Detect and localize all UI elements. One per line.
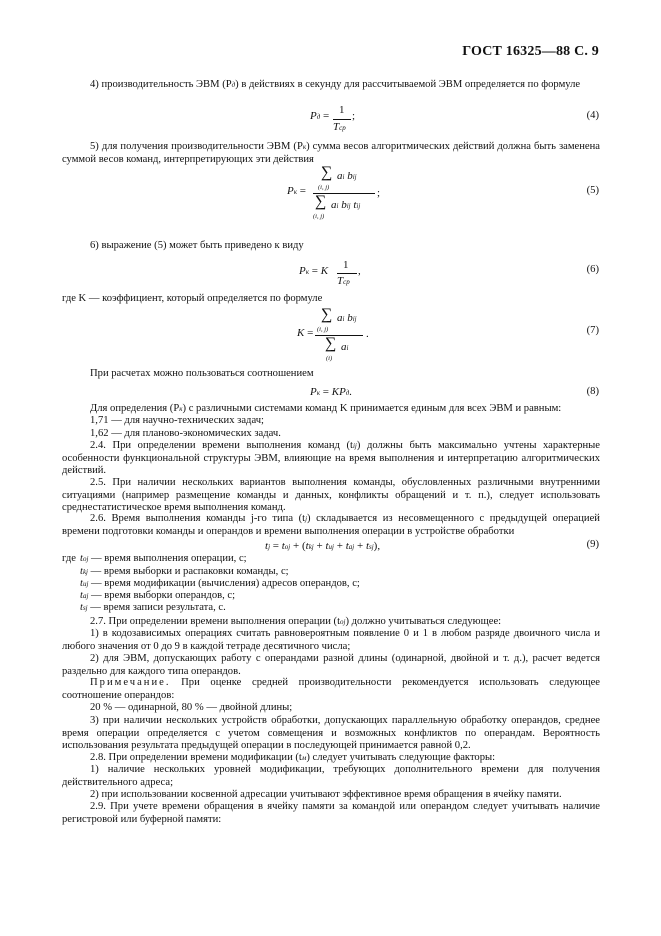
equation-number: (6): [586, 264, 599, 275]
formula-4-numerator: 1: [339, 104, 345, 116]
paragraph-item-5: 5) для получения производительности ЭВМ (Pк) сумма весов алгоритмических действий должна быть заменена суммой весов команд, интерпретирующих эти действия: [62, 141, 600, 165]
sum-sign: ∑: [315, 193, 327, 210]
paragraph-item-6: 6) выражение (5) может быть приведено к виду: [90, 240, 304, 251]
ratio-line: 20 % — одинарной, 80 % — двойной длины;: [90, 702, 293, 713]
paragraph-item-4: 4) производительность ЭВМ (Pд) в действиях в секунду для рассчитываемой ЭВМ определяется по формуле: [90, 79, 581, 90]
formula-7-bar: [315, 335, 363, 336]
determination-text: Для определения (Pк) с различными системами команд K принимается единым для всех ЭВМ и равным:: [90, 403, 562, 414]
section-2-4: 2.4. При определении времени выполнения команд (tij) должны быть максимально учтены характерные особенности функциональной структуры ЭВМ, влияющие на время выполнения и интерпретацию алгоритмических действий.: [62, 440, 600, 477]
definition-line: toj — время выполнения операции, с;: [80, 553, 247, 564]
section-2-8-2: 2) при использовании косвенной адресации учитывают эффективное время обращения в ячейку памяти.: [90, 789, 562, 800]
formula-6: Pк = K: [299, 265, 329, 277]
formula-4-denominator: Tср: [333, 121, 346, 133]
formula-4: Pд =: [310, 110, 330, 122]
equation-number: (9): [586, 539, 599, 550]
section-2-8: 2.8. При определении времени модификации (tм) следует учитывать следующие факторы:: [90, 752, 496, 763]
value-line: 1,71 — для научно-технических задач;: [90, 415, 264, 426]
section-2-7-2: 2) для ЭВМ, допускающих работу с операндами разной длины (одинарной, двойной и т. д.), расчет ведется раздельно для каждого типа операндов.: [62, 653, 600, 677]
section-2-5: 2.5. При наличии нескольких вариантов выполнения команды, обусловленных различными внутренними ситуациями (например размещение команды и данных, конфликты обращений и т. п.), следует использовать среднестатистическое время выполнения команд.: [62, 477, 600, 514]
where-k-text: где K — коэффициент, который определяется по формуле: [62, 293, 323, 304]
section-2-8-1: 1) наличие нескольких уровней модификации, требующих дополнительного времени для получения действительного адреса;: [62, 764, 600, 788]
formula-6-bar: [337, 273, 357, 274]
where-label: где: [62, 553, 76, 564]
equation-number: (8): [586, 386, 599, 397]
formula-4-bar: [333, 119, 351, 120]
page-header: ГОСТ 16325—88 С. 9: [462, 44, 599, 59]
formula-8: Pк = KPд.: [310, 386, 353, 398]
section-2-7-1: 1) в кодозависимых операциях считать равновероятным появление 0 и 1 в любом разряде двоичного числа и любого значения от 0 до 9 в каждой тетраде десятичного числа;: [62, 628, 600, 652]
sum-sign: ∑: [321, 306, 333, 323]
equation-number: (7): [586, 325, 599, 336]
formula-7: K =: [297, 327, 314, 339]
formula-5: Pк =: [287, 185, 306, 197]
value-line: 1,62 — для планово-экономических задач.: [90, 428, 281, 439]
section-2-7: 2.7. При определении времени выполнения операции (toj) должно учитываться следующее:: [90, 616, 502, 627]
formula-9: tj = toj + (tkj + tuj + taj + tsj),: [265, 540, 381, 552]
sum-sign: ∑: [325, 335, 337, 352]
definition-line: taj — время выборки операндов, с;: [80, 590, 236, 601]
section-2-6: 2.6. Время выполнения команды j-го типа (tj) складывается из несовмещенного с предыдущей операцией времени подготовки команды и операндов и времени выполнения операции в устройстве обработки: [62, 513, 600, 537]
equation-number: (4): [586, 110, 599, 121]
note: Примечание. При оценке средней производительности рекомендуется использовать следующее соотношение операндов:: [62, 677, 600, 701]
definition-line: tuj — время модификации (вычисления) адресов операндов, с;: [80, 578, 360, 589]
definition-line: tsj — время записи результата, с.: [80, 602, 226, 613]
equation-number: (5): [586, 185, 599, 196]
calc-text: При расчетах можно пользоваться соотношением: [90, 368, 314, 379]
definition-line: tkj — время выборки и распаковки команды, с;: [80, 566, 289, 577]
section-2-9: 2.9. При учете времени обращения в ячейку памяти за командой или операндом следует учитывать наличие регистровой или буферной памяти:: [62, 801, 600, 825]
sum-sign: ∑: [321, 164, 333, 181]
section-2-7-3: 3) при наличии нескольких устройств обработки, допускающих параллельную обработку операндов, среднее время операции определяется с учетом совмещения и возможных конфликтов по операндам. Вероятность использования результата предыдущей операции в последующей принимается равной 0,2.: [62, 715, 600, 752]
document-page: ГОСТ 16325—88 С. 9 4) производительность ЭВМ (Pд) в действиях в секунду для рассчитываемой ЭВМ определяется по формуле Pд = 1 Tср ; (4) 5) для получения производительности ЭВМ (Pк) сумма весов алгоритмических действий должна быть заменена суммой весов команд, интерпретирующих эти действия Pк = ∑ ai bij (i, j) ∑ ai bij tij (i, j) ; (5) 6) выражение (5) может быть приведено к виду Pк = K 1 Tср , (6) где K — коэффициент, который определяется по формуле K = ∑ ai bij (i, j) ∑ ai (i) . (7) При расчетах можно пользоваться соотношением Pк = KPд. (8) Для определения (Pк) с различными системами команд K принимается единым для всех ЭВМ и равным: 1,71 — для научно-технических задач; 1,62 — для планово-экономических задач. 2.4. При определении времени выполнения команд (tij) должны быть максимально учтены характерные особенности функциональной структуры ЭВМ, влияющие на время выполнения и интерпретацию алгоритмических действий. 2.5. При наличии нескольких вариантов выполнения команды, обусловленных различными внутренними ситуациями (например размещение команды и данных, конфликты обращений и т. п.), следует использовать среднестатистическое время выполнения команд. 2.6. Время выполнения команды j-го типа (tj) складывается из несовмещенного с предыдущей операцией времени подготовки команды и операндов и времени выполнения операции в устройстве обработки tj = toj + (tkj + tuj + taj + tsj), (9) где toj — время выполнения операции, с; tkj — время выборки и распаковки команды, с; tuj — время модификации (вычисления) адресов операндов, с; taj — время выборки операндов, с; tsj — время записи результата, с. 2.7. При определении времени выполнения операции (toj) должно учитываться следующее: 1) в кодозависимых операциях считать равновероятным появление 0 и 1 в любом разряде двоичного числа и любого значения от 0 до 9 в каждой тетраде десятичного числа; 2) для ЭВМ, допускающих работу с операндами разной длины (одинарной, двойной и т. д.), расчет ведется раздельно для каждого типа операндов. Примечание. При оценке средней производительности рекомендуется использовать следующее соотношение операндов: 20 % — одинарной, 80 % — двойной длины; 3) при наличии нескольких устройств обработки, допускающих параллельную обработку операндов, среднее время операции определяется с учетом совмещения и возможных конфликтов по операндам. Вероятность использования результата предыдущей операции в последующей принимается равной 0,2. 2.8. При определении времени модификации (tм) следует учитывать следующие факторы: 1) наличие нескольких уровней модификации, требующих дополнительного времени для получения действительного адреса; 2) при использовании косвенной адресации учитывают эффективное время обращения в ячейку памяти. 2.9. При учете времени обращения в ячейку памяти за командой или операндом следует учитывать наличие регистровой или буферной памяти:: [62, 44, 600, 825]
